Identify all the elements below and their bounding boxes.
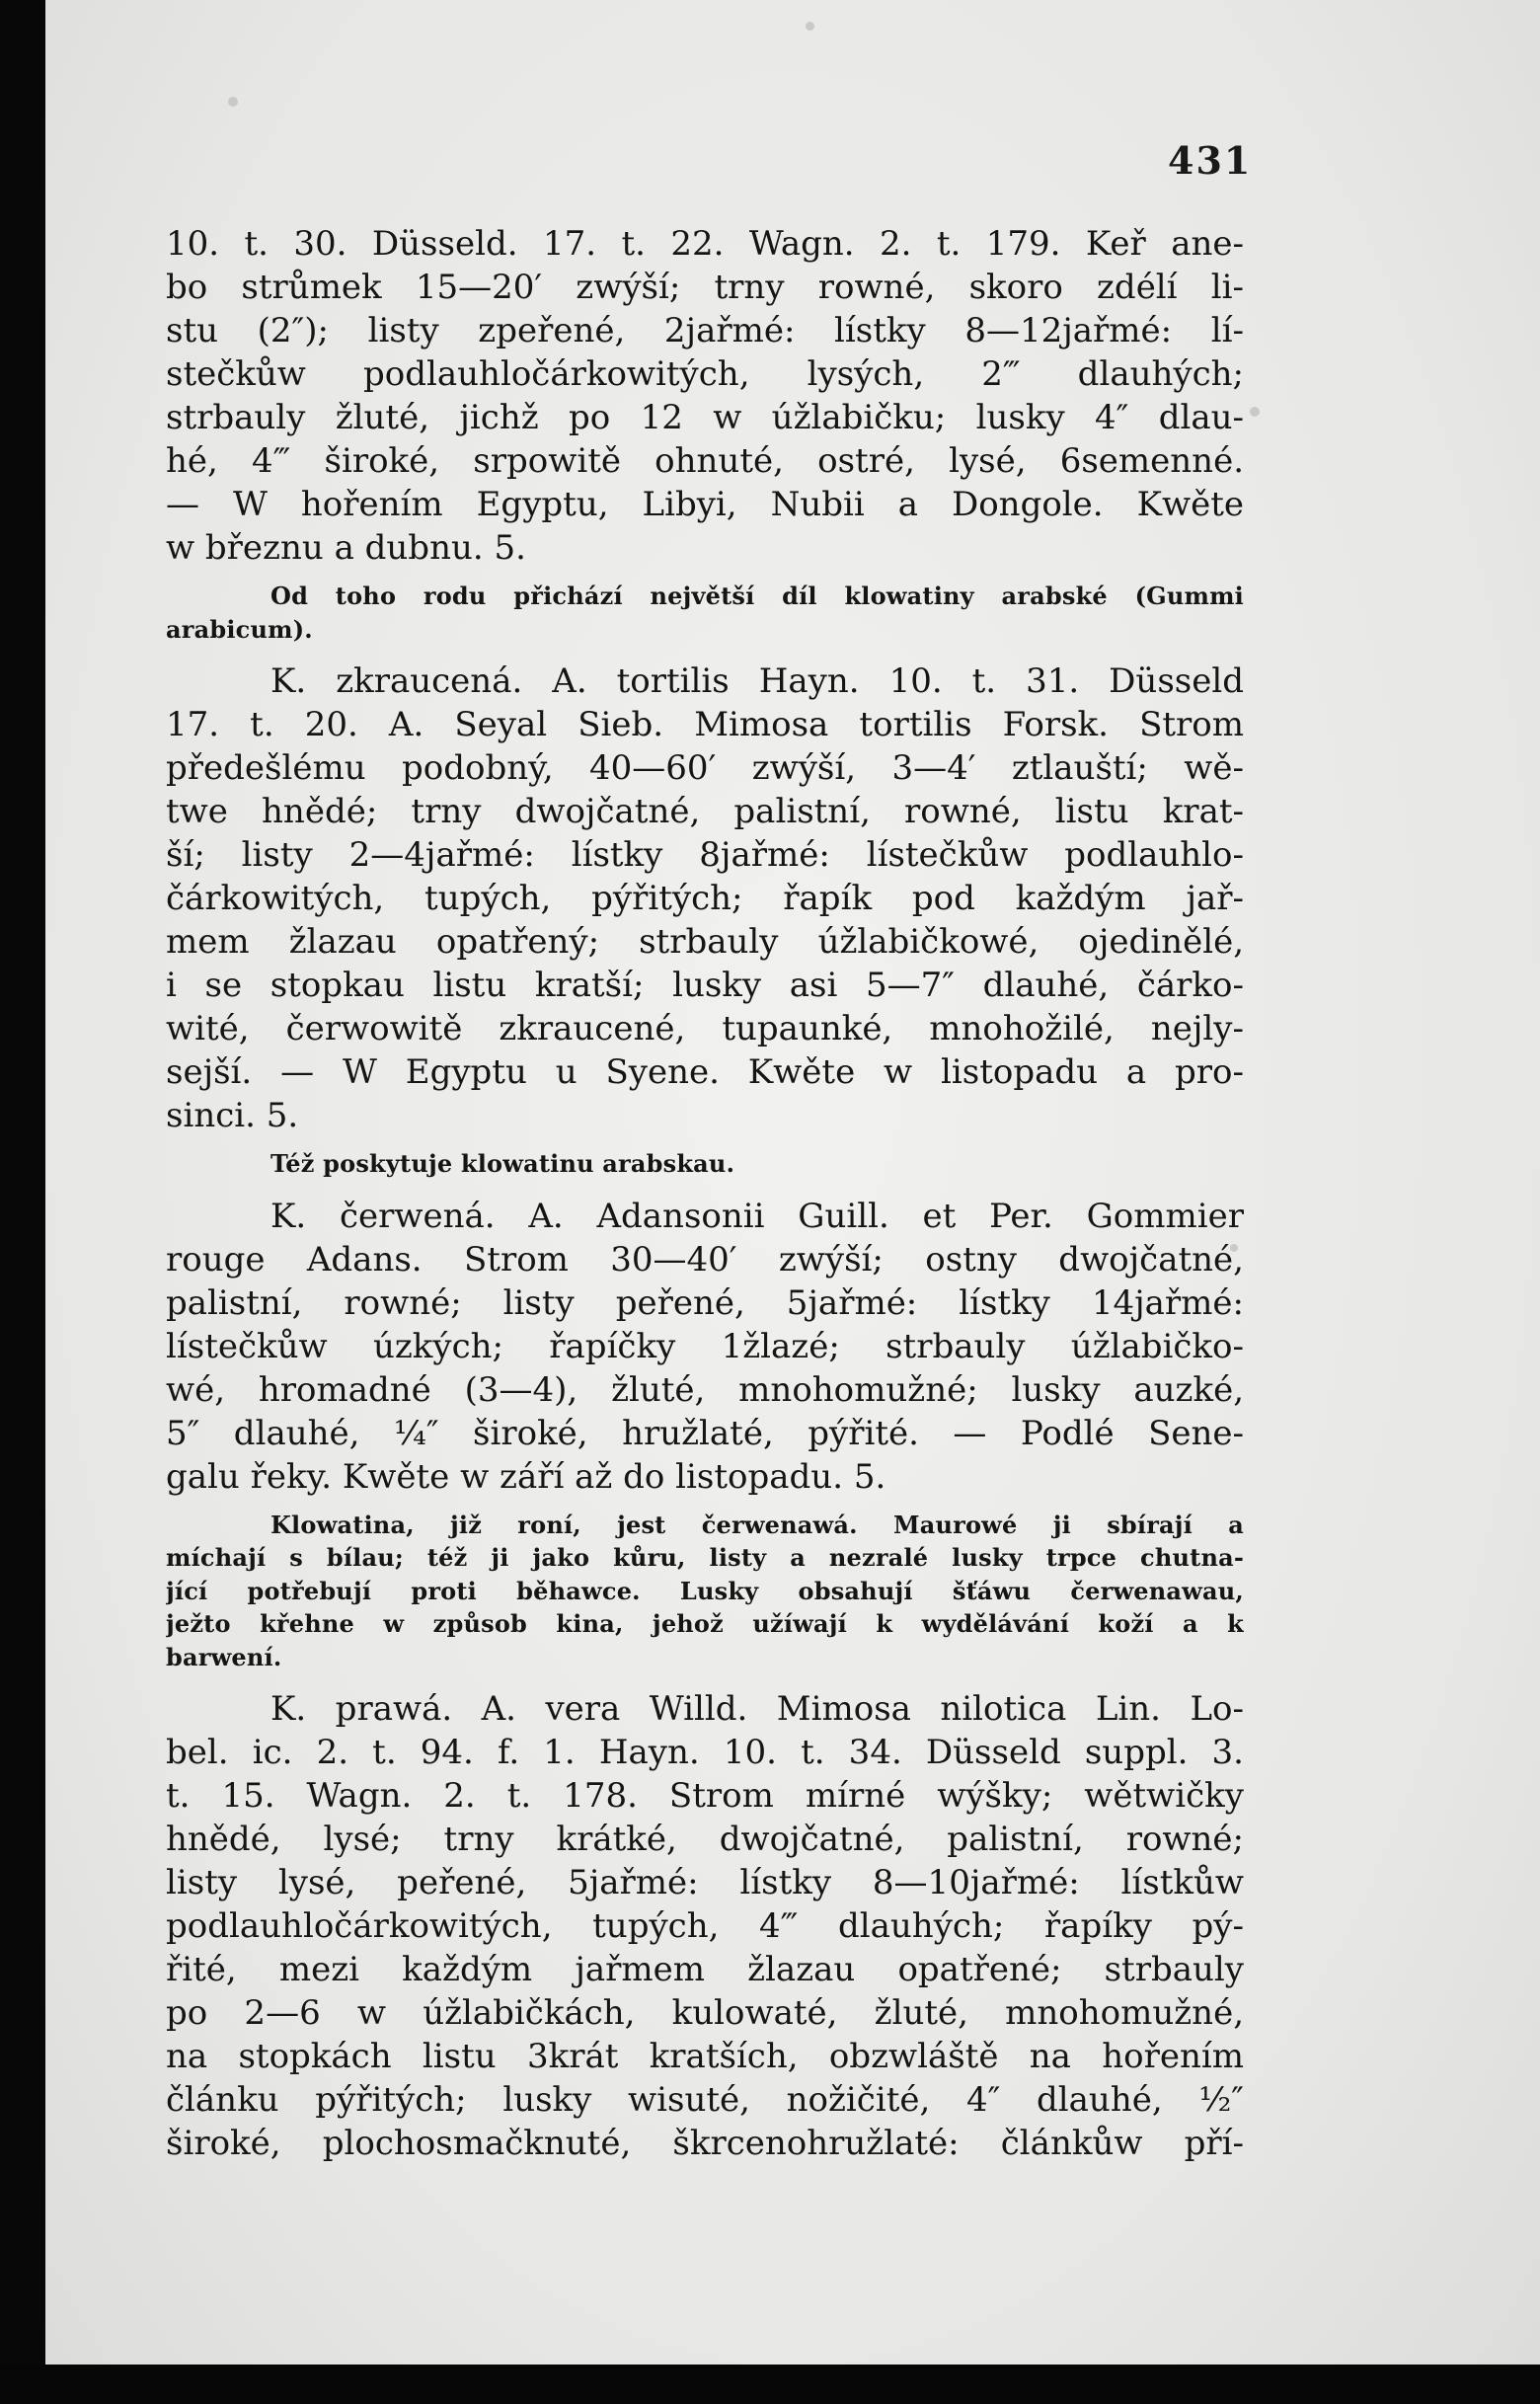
body-line: článku pýřitých; lusky wisuté, nožičité, 4″ dlauhé, ½″ [166, 2080, 1244, 2120]
body-line: rouge Adans. Strom 30—40′ zwýší; ostny dwojčatné, [166, 1239, 1244, 1280]
note-line: míchají s bílau; též ji jako kůru, listy a nezralé lusky trpce chutna- [166, 1543, 1244, 1572]
body-line: podlauhločárkowitých, tupých, 4‴ dlauhých; řapíky pý- [166, 1906, 1244, 1946]
body-line: K. čerwená. A. Adansonii Guill. et Per. Gommier [270, 1196, 1244, 1236]
body-line: t. 15. Wagn. 2. t. 178. Strom mírné wýšky; wětwičky [166, 1776, 1244, 1816]
body-line: strbauly žluté, jichž po 12 w úžlabičku; lusky 4″ dlau- [166, 398, 1244, 437]
body-line: 10. t. 30. Düsseld. 17. t. 22. Wagn. 2. t. 179. Keř ane- [166, 224, 1244, 264]
book-page [45, 0, 1540, 2365]
body-line: 5″ dlauhé, ¼″ široké, hružlaté, pýřité. — Podlé Sene- [166, 1413, 1244, 1453]
paper-speck [806, 22, 814, 31]
body-line: wité, čerwowitě zkraucené, tupaunké, mnohožilé, nejly- [166, 1009, 1244, 1048]
body-line: mem žlazau opatřený; strbauly úžlabičkowé, ojedinělé, [166, 922, 1244, 962]
body-line: po 2—6 w úžlabičkách, kulowaté, žluté, mnohomužné, [166, 1993, 1244, 2033]
body-line: K. zkraucená. A. tortilis Hayn. 10. t. 31. Düsseld [270, 661, 1244, 701]
paper-speck [1250, 407, 1260, 417]
body-line: K. prawá. A. vera Willd. Mimosa nilotica Lin. Lo- [270, 1689, 1244, 1729]
body-line: lístečkůw úzkých; řapíčky 1žlazé; strbauly úžlabičko- [166, 1326, 1244, 1366]
note-line: ježto křehne w způsob kina, jehož užíwají k wydělávání koží a k [166, 1609, 1244, 1638]
body-line: bel. ic. 2. t. 94. f. 1. Hayn. 10. t. 34. Düsseld suppl. 3. [166, 1733, 1244, 1772]
body-line: w březnu a dubnu. 5. [166, 528, 526, 568]
body-line: 17. t. 20. A. Seyal Sieb. Mimosa tortilis Forsk. Strom [166, 705, 1244, 744]
body-line: stečkůw podlauhločárkowitých, lysých, 2‴ dlauhých; [166, 354, 1244, 394]
note-line: Od toho rodu přichází největší díl klowatiny arabské (Gummi [270, 582, 1244, 610]
body-line: galu řeky. Kwěte w září až do listopadu. 5. [166, 1456, 886, 1497]
body-line: i se stopkau listu kratší; lusky asi 5—7″ dlauhé, čárko- [166, 966, 1244, 1005]
scan-frame-left [0, 0, 45, 2404]
note-line: arabicum). [166, 614, 313, 644]
body-line: řité, mezi každým jařmem žlazau opatřené; strbauly [166, 1950, 1244, 1989]
body-line: předešlému podobný, 40—60′ zwýší, 3—4′ ztlauští; wě- [166, 748, 1244, 788]
note-line: barwení. [166, 1642, 282, 1671]
body-line: stu (2″); listy zpeřené, 2jařmé: lístky 8—12jařmé: lí- [166, 311, 1244, 350]
paper-speck [228, 97, 238, 107]
body-line: palistní, rowné; listy peřené, 5jařmé: lístky 14jařmé: [166, 1282, 1244, 1323]
body-line: twe hnědé; trny dwojčatné, palistní, rowné, listu krat- [166, 792, 1244, 831]
body-line: široké, plochosmačknuté, škrcenohružlaté: článkůw pří- [166, 2124, 1244, 2163]
note-line: jící potřebují proti běhawce. Lusky obsahují šťáwu čerwenawau, [166, 1576, 1244, 1605]
body-line: wé, hromadné (3—4), žluté, mnohomužné; lusky auzké, [166, 1369, 1244, 1410]
page-number: 431 [1168, 138, 1253, 183]
body-line: sinci. 5. [166, 1096, 299, 1135]
body-line: bo strůmek 15—20′ zwýší; trny rowné, skoro zdélí li- [166, 268, 1244, 307]
body-line: na stopkách listu 3krát kratších, obzwláště na hořením [166, 2037, 1244, 2076]
body-line: sejší. — W Egyptu u Syene. Kwěte w listopadu a pro- [166, 1052, 1244, 1092]
page-body-text [166, 222, 1244, 2165]
body-line: hé, 4‴ široké, srpowitě ohnuté, ostré, lysé, 6semenné. [166, 441, 1244, 481]
body-line: čárkowitých, tupých, pýřitých; řapík pod každým jař- [166, 879, 1244, 918]
note-line: Klowatina, již roní, jest čerwenawá. Maurowé ji sbírají a [270, 1510, 1244, 1539]
body-line: hnědé, lysé; trny krátké, dwojčatné, palistní, rowné; [166, 1820, 1244, 1859]
body-line: ší; listy 2—4jařmé: lístky 8jařmé: lístečkůw podlauhlo- [166, 835, 1244, 875]
body-line: listy lysé, peřené, 5jařmé: lístky 8—10jařmé: lístkůw [166, 1863, 1244, 1902]
body-line: — W hořením Egyptu, Libyi, Nubii a Dongole. Kwěte [166, 485, 1244, 524]
note-line: Též poskytuje klowatinu arabskau. [270, 1149, 735, 1178]
scan-frame-bottom [0, 2365, 1540, 2404]
